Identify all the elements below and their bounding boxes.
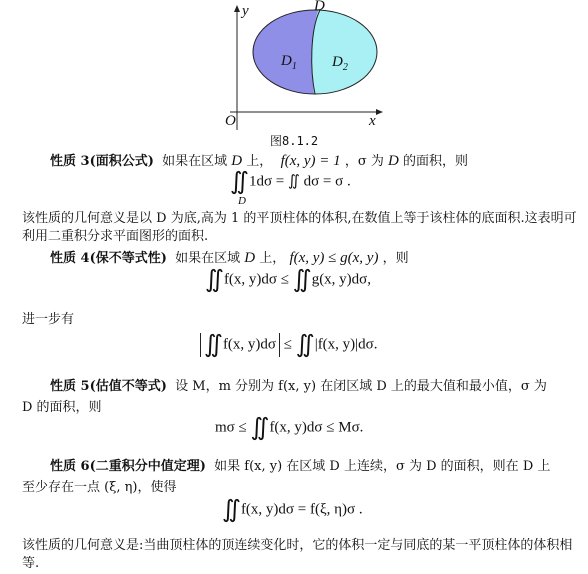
double-integral-symbol: ∬ bbox=[230, 169, 249, 195]
region2-letter: D bbox=[332, 54, 343, 70]
prop3-cond: f(x, y) = 1 bbox=[280, 153, 341, 169]
prop4-text-a: 如果在区域 bbox=[175, 251, 241, 266]
prop3-d1: D bbox=[231, 153, 243, 169]
double-integral-symbol: ∬ bbox=[250, 415, 270, 441]
region-d2 bbox=[312, 5, 390, 100]
prop4-text-b: 上， bbox=[259, 251, 286, 266]
prop3-domain: D bbox=[238, 195, 246, 207]
prop5-formula-right: f(x, y)dσ ≤ Mσ. bbox=[269, 419, 364, 436]
region1-label bbox=[281, 53, 297, 72]
x-arrow bbox=[376, 109, 383, 115]
prop3-d2: D bbox=[387, 153, 399, 169]
prop5-formula-left: mσ ≤ bbox=[215, 419, 247, 436]
y-arrow bbox=[234, 5, 240, 12]
prop6-title: 性质 6(二重积分中值定理) bbox=[50, 459, 206, 474]
prop4-title: 性质 4(保不等式性) bbox=[50, 251, 167, 266]
prop4-formula2-right: |f(x, y)|dσ. bbox=[314, 336, 378, 353]
origin-label: O bbox=[225, 113, 236, 129]
prop4-text-c: ，则 bbox=[382, 251, 409, 266]
prop3-text-b: 上， bbox=[246, 154, 273, 169]
prop4-formula bbox=[205, 268, 371, 292]
prop6-formula-text: f(x, y)dσ = f(ξ, η)σ . bbox=[240, 501, 363, 518]
prop6-explain: 该性质的几何意义是:当曲顶柱体的顶连续变化时，它的体积一定与同底的某一平顶柱体的体积相等. bbox=[22, 538, 573, 571]
region1-letter: D bbox=[281, 53, 292, 69]
prop3-formula bbox=[230, 170, 351, 194]
prop5-text2: D 的面积，则 bbox=[22, 400, 102, 415]
prop6-text: 如果 f(x, y) 在区域 D 上连续，σ 为 D 的面积，则在 D 上 bbox=[214, 459, 551, 474]
prop3-text-c: ，σ 为 bbox=[344, 154, 384, 169]
prop5-text: 设 M，m 分别为 f(x, y) 在闭区域 D 上的最大值和最小值，σ 为 bbox=[175, 379, 547, 394]
prop3-title: 性质 3(面积公式) bbox=[50, 154, 154, 169]
axis-x-label: x bbox=[369, 113, 376, 129]
prop4-further: 进一步有 bbox=[22, 312, 75, 327]
prop4-formula-right: g(x, y)dσ, bbox=[311, 271, 372, 288]
prop4-formula2-mid: ≤ bbox=[283, 336, 292, 353]
prop3-text-a: 如果在区域 bbox=[162, 154, 228, 169]
top-d-label: D bbox=[314, 0, 325, 14]
double-integral-symbol: ∬ bbox=[204, 332, 223, 358]
prop4-formula2-left: f(x, y)dσ bbox=[222, 336, 277, 353]
region2-label bbox=[332, 54, 348, 73]
axis-y-label: y bbox=[242, 3, 249, 19]
prop3-statement bbox=[50, 150, 468, 170]
region2-sub: 2 bbox=[342, 62, 348, 73]
double-integral-symbol: ∬ bbox=[292, 267, 312, 293]
double-integral-symbol: ∬ bbox=[295, 332, 315, 358]
prop4-cond: f(x, y) ≤ g(x, y) bbox=[289, 250, 379, 266]
prop3-formula-text: 1dσ = ∬ dσ = σ . bbox=[248, 173, 351, 190]
double-integral-symbol: ∬ bbox=[205, 267, 224, 293]
prop6-statement bbox=[50, 455, 550, 474]
prop3-explain: 该性质的几何意义是以 D 为底,高为 1 的平顶柱体的体积,在数值上等于该柱体的底面积.这表明可利用二重积分求平面图形的面积. bbox=[22, 211, 577, 244]
double-integral-symbol: ∬ bbox=[222, 497, 241, 523]
figure-caption: 图8.1.2 bbox=[270, 134, 319, 148]
prop4-formula-left: f(x, y)dσ ≤ bbox=[223, 271, 289, 288]
prop4-formula2 bbox=[200, 333, 378, 357]
prop5-statement bbox=[50, 375, 547, 394]
prop4-statement bbox=[50, 247, 409, 267]
prop5-formula bbox=[215, 416, 363, 440]
prop3-text-d: 的面积，则 bbox=[402, 154, 468, 169]
prop6-text2: 至少存在一点 (ξ, η)，使得 bbox=[22, 480, 177, 495]
prop5-title: 性质 5(估值不等式) bbox=[50, 379, 167, 394]
prop6-formula bbox=[222, 498, 363, 522]
region1-sub: 1 bbox=[291, 61, 297, 72]
region-figure bbox=[210, 0, 390, 135]
prop4-d: D bbox=[244, 250, 256, 266]
